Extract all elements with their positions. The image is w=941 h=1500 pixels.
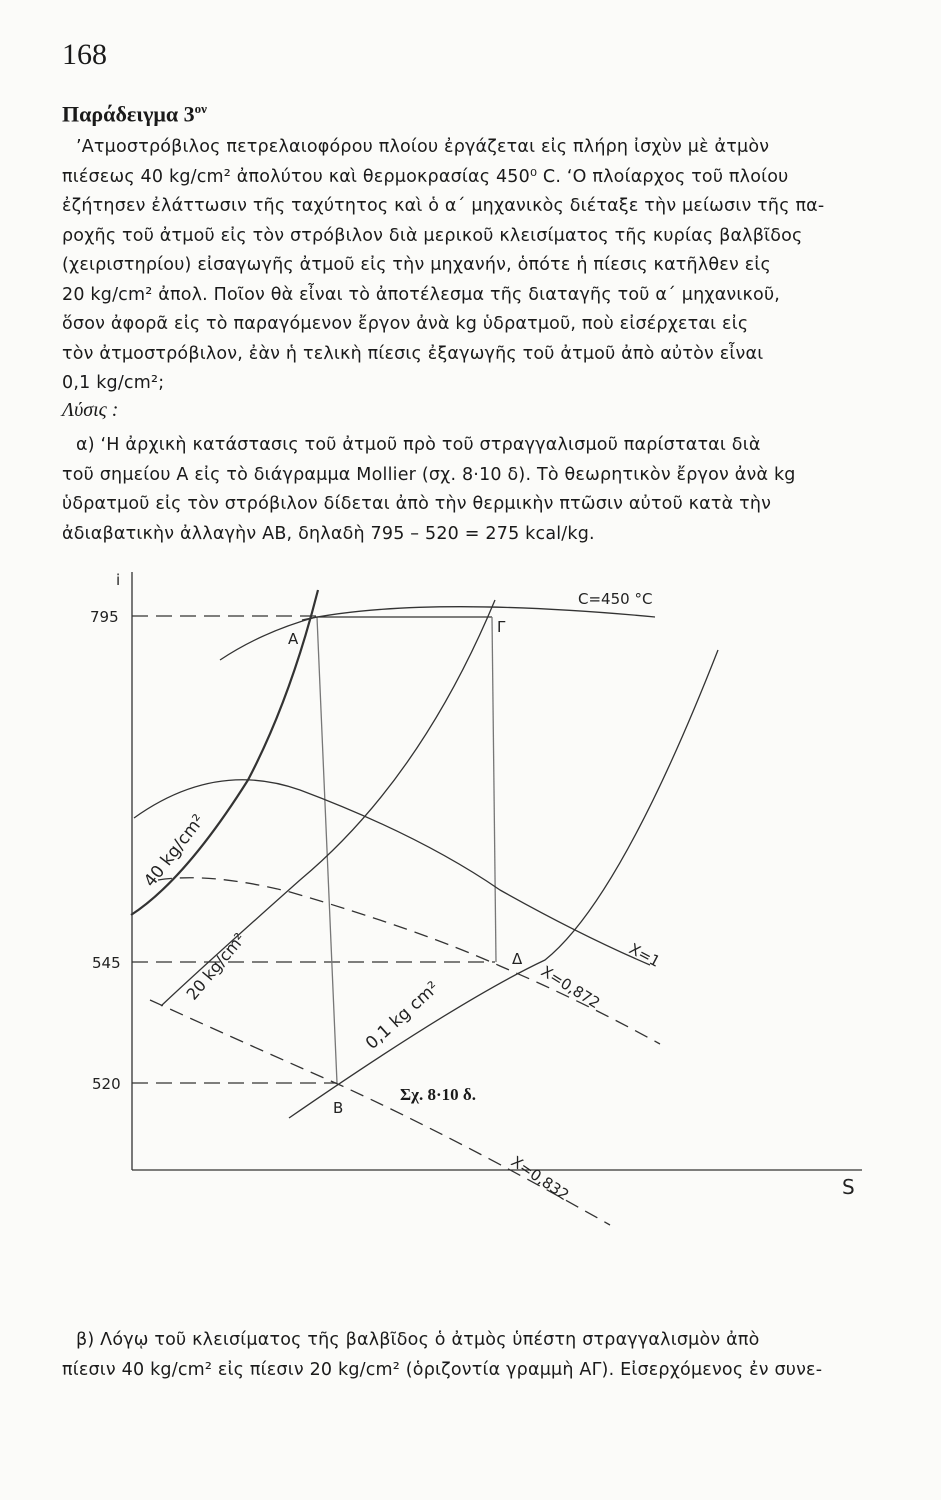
y-tick-label: 520 (92, 1075, 121, 1093)
text-line: πίεσιν 40 kg/cm² εἰς πίεσιν 20 kg/cm² (ὁριζοντία γραμμὴ ΑΓ). Εἰσερχόμενος ἐν συνε- (62, 1359, 823, 1380)
isotherm-450 (302, 607, 655, 620)
example-title-ordinal: ον (194, 101, 207, 116)
point-label-b: Β (333, 1099, 344, 1117)
solution-label: Λύσις : (62, 399, 119, 421)
adiabatic-line-gd (492, 617, 496, 962)
example-title-text: Παράδειγμα 3 (62, 101, 195, 127)
point-label-d: Δ (512, 950, 523, 968)
isobar-20-label: 20 kg/cm² (182, 929, 250, 1004)
isobar-40-label: 40 kg/cm² (140, 810, 209, 892)
quality-0832-label: X=0,832 (507, 1152, 573, 1205)
text-line: α) ‘Η ἀρχικὴ κατάστασις τοῦ ἀτμοῦ πρὸ τοῦ στραγγαλισμοῦ παρίσταται διὰ (76, 435, 761, 455)
text-line: τοῦ σημείου Α εἰς τὸ διάγραμμα Mollier (σχ. 8·10 δ). Τὸ θεωρητικὸν ἔργον ἀνὰ kg (62, 464, 796, 485)
isobar-20 (161, 600, 495, 1006)
figure-caption: Σχ. 8·10 δ. (400, 1085, 476, 1104)
text-line: ἐζήτησεν ἐλάττωσιν τῆς ταχύτητος καὶ ὁ α΄ μηχανικὸς διέταξε τὴν μείωσιν τῆς πα- (62, 196, 825, 216)
text-line: ἀδιαβατικὴν ἀλλαγὴν ΑΒ, δηλαδὴ 795 – 520 = 275 kcal/kg. (62, 523, 595, 544)
text-line: ’Ατμοστρόβιλος πετρελαιοφόρου πλοίου ἐργάζεται εἰς πλήρη ἰσχὺν μὲ ἀτμὸν (76, 137, 770, 157)
text-line: πιέσεως 40 kg/cm² ἀπολύτου καὶ θερμοκρασίας 450⁰ C. ‘Ο πλοίαρχος τοῦ πλοίου (62, 166, 789, 187)
point-label-g: Γ (497, 618, 506, 636)
text-line: τὸν ἀτμοστρόβιλον, ἐὰν ἡ τελικὴ πίεσις ἐξαγωγῆς τοῦ ἀτμοῦ ἀπὸ αὐτὸν εἶναι (62, 343, 764, 364)
curve-a-left (220, 617, 316, 660)
page-number: 168 (62, 38, 107, 71)
y-tick-label: 545 (92, 954, 121, 972)
text-line: ροχῆς τοῦ ἀτμοῦ εἰς τὸν στρόβιλον διὰ μερικοῦ κλεισίματος τῆς κυρίας βαλβῖδος (62, 225, 803, 246)
isotherm-label: C=450 °C (578, 590, 653, 608)
text-line: (χειριστηρίου) εἰσαγωγῆς ἀτμοῦ εἰς τὴν μηχανήν, ὁπότε ἡ πίεσις κατῆλθεν εἰς (62, 255, 771, 275)
point-label-a: Α (288, 630, 299, 648)
text-line: 0,1 kg/cm²; (62, 373, 165, 393)
text-line: β) Λόγῳ τοῦ κλεισίματος τῆς βαλβῖδος ὁ ἀτμὸς ὑπέστη στραγγαλισμὸν ἀπὸ (76, 1330, 760, 1350)
y-tick-label: 795 (90, 608, 119, 626)
solution-part-b (62, 1326, 892, 1385)
quality-0872-label: X=0,872 (537, 962, 604, 1013)
saturation-curve (134, 780, 650, 965)
text-line: 20 kg/cm² ἀπολ. Ποῖον θὰ εἶναι τὸ ἀποτέλεσμα τῆς διαταγῆς τοῦ α΄ μηχανικοῦ, (62, 284, 781, 305)
saturation-label: X=1 (626, 939, 664, 971)
text-line: ὅσον ἀφορᾶ εἰς τὸ παραγόμενον ἔργον ἀνὰ kg ὑδρατμοῦ, ποὺ εἰσέρχεται εἰς (62, 314, 749, 334)
x-axis-label: S (842, 1175, 855, 1199)
isobar-01-label: 0,1 kg cm² (361, 977, 444, 1054)
y-axis-label: i (116, 571, 121, 589)
text-line: ὑδρατμοῦ εἰς τὸν στρόβιλον δίδεται ἀπὸ τὴν θερμικὴν πτῶσιν αὐτοῦ κατὰ τὴν (62, 494, 772, 514)
isobar-01 (289, 650, 718, 1118)
